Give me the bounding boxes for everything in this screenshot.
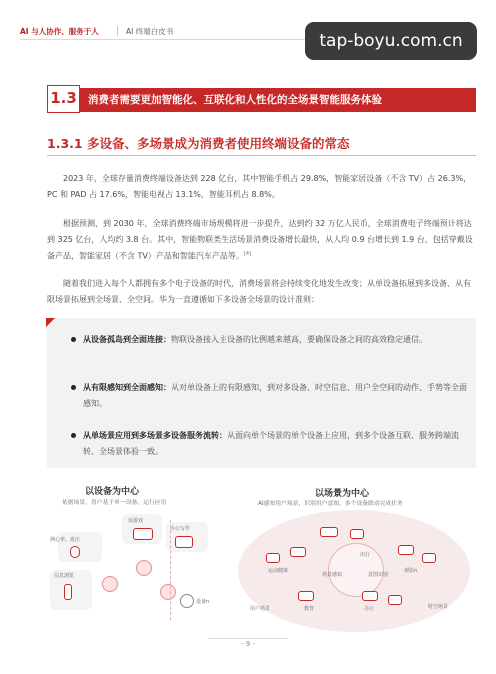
paragraph-1: 2023 年，全球存量消费终端设备达到 228 亿台，其中智能手机占 29.8%，智能家居设备（不含 TV）占 26.3%，PC 和 PAD 占 17.6%，智能电视占 13.1%，智能耳机占 8.8%。: [47, 174, 472, 199]
callout-corner-accent: [46, 318, 55, 327]
section-number: 1.3: [47, 85, 80, 113]
paragraph-2-text: 根据预测，到 2030 年，全球消费终端市场规模将进一步提升，达到约 32 万亿人民币，全球消费电子终端预计将达到 325 亿台，人均约 3.8 台。其中，智能物联类生活场景消费设备增长最快，从人均 0.9 台增长到 1.9 台，包括穿戴设备产品，智能家居（不含 TV）产品和智能汽车产品等。: [47, 219, 473, 261]
gamepad-icon: [133, 528, 153, 540]
user-avatar-icon: [102, 576, 118, 592]
bullet-dot: [71, 385, 76, 390]
user-avatar-icon: [136, 560, 152, 576]
figure-left-title: 以设备为中心: [85, 487, 140, 497]
principle-text: 从对单设备上的有限感知，到对多设备、时空信息、用户全空间的动作、手势等全面感知。: [83, 383, 467, 408]
header-crumb-primary: AI 与人协作、服务于人: [20, 27, 99, 36]
glasses-icon: [422, 553, 436, 563]
principle-text: 物联设备接入主设备的比例越来越高，要确保设备之间的高效稳定通信。: [171, 335, 427, 344]
watermark-overlay: tap-boyu.com.cn: [305, 22, 477, 60]
footnote-ref: [4]: [243, 251, 251, 258]
headset-icon: [350, 529, 364, 539]
principle-heading: 从设备孤岛到全面连接：: [83, 335, 171, 344]
header-separator: [117, 26, 118, 36]
label-office: 办公写作: [170, 526, 191, 532]
principle-heading: 从有限感知到全面感知：: [83, 383, 171, 392]
label-device-n: 设备n: [196, 599, 210, 605]
device-n-icon: [180, 594, 194, 608]
label-sport-health: 运动健康: [268, 568, 289, 574]
principle-item: [71, 380, 467, 411]
label-spatiotemporal-scene: 时空场景: [428, 604, 449, 610]
section-title: 消费者需要更加智能化、互联化和人性化的全场景智能服务体验: [80, 88, 476, 112]
laptop-icon: [362, 591, 378, 601]
figure-left-subtitle: 依据场景，用户基于单一设备，运行应用: [62, 500, 167, 506]
page-number: - 9 -: [241, 640, 255, 648]
principle-item: [71, 428, 467, 459]
label-scene-perception: 场景感知: [322, 572, 343, 578]
subsection-rule: [47, 155, 476, 156]
subsection-title: 1.3.1 多设备、多场景成为消费者使用终端设备的常态: [47, 136, 350, 151]
figure-right-subtitle: AI感知用户场景，识别用户意图，多个设备联动完成任务: [258, 501, 403, 507]
watch-icon: [266, 553, 280, 563]
watch-icon: [70, 546, 80, 558]
laptop-icon: [175, 536, 193, 548]
label-travel: 出行: [360, 552, 371, 558]
label-browsing: 信息浏览: [54, 573, 75, 579]
label-user-scene: 用户场景: [250, 606, 271, 612]
glasses-icon: [290, 547, 306, 557]
label-intent-recognition: 意图识别: [368, 572, 389, 578]
figure-right-title: 以场景为中心: [315, 489, 370, 499]
paragraph-2: [47, 216, 476, 264]
figure-divider: [170, 520, 171, 620]
tablet-icon: [298, 591, 314, 601]
design-principles-callout: [47, 318, 476, 468]
device-centric-diagram: [40, 508, 260, 628]
car-icon: [320, 527, 338, 537]
tv-icon: [398, 545, 414, 555]
scene-centric-diagram: [238, 505, 476, 635]
principle-item: [71, 332, 467, 348]
principle-heading: 从单场景应用到多场景多设备服务流转：: [83, 431, 227, 440]
label-education: 教育: [304, 606, 315, 612]
bullet-dot: [71, 337, 76, 342]
header-crumb-secondary: AI 终端白皮书: [126, 27, 174, 36]
label-movie: 观影n: [404, 568, 418, 574]
principle-text: 从面向单个场景的单个设备上应用，到多个设备互联、服务跨端流转、全场景体验一致。: [83, 431, 459, 456]
paragraph-3: 随着我们进入每个人都拥有多个电子设备的时代，消费场景将会持续变化地发生改变；从单设备拓展到多设备、从有限场景拓展到全场景、全空间。华为一直遵循如下多设备全场景的设计准则：: [47, 279, 471, 304]
phone-icon: [64, 584, 72, 600]
ai-core-circle: [328, 543, 384, 597]
bullet-dot: [71, 433, 76, 438]
label-gaming: 玩游戏: [128, 518, 144, 524]
label-office: 办公: [364, 606, 375, 612]
phone-icon: [388, 595, 402, 605]
label-heart-rate: 测心率、血压: [50, 537, 81, 543]
user-avatar-icon: [160, 584, 176, 600]
footer-rule: [208, 638, 288, 639]
